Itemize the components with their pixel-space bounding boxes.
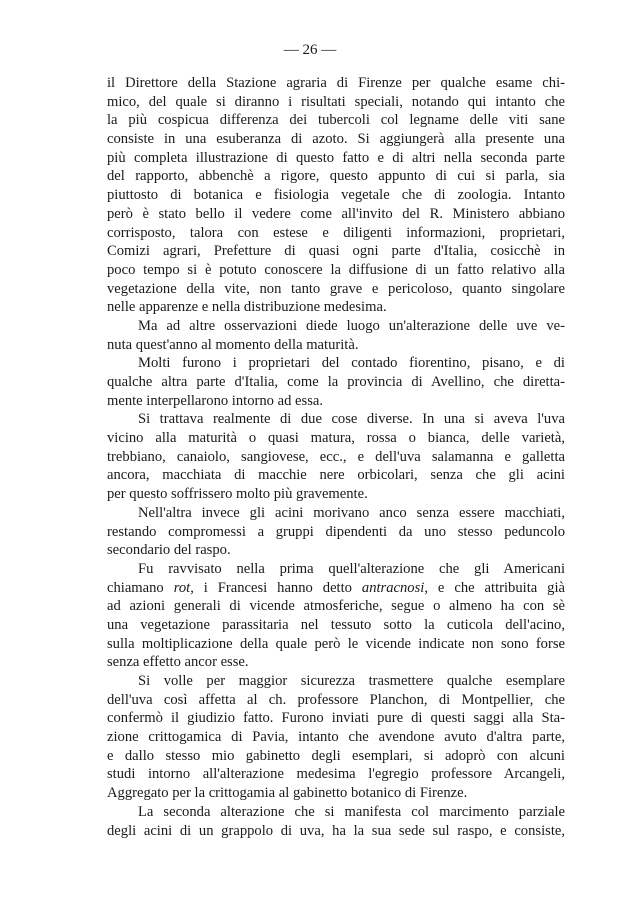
text-line: Si trattava realmente di due cose diverse. In una si aveva l'uva <box>138 411 565 428</box>
text-line: Molti furono i proprietari del contado fiorentino, pisano, e di <box>138 355 565 372</box>
text-line: Aggregato per la crittogamia al gabinetto botanico di Firenze. <box>107 785 468 802</box>
text-line: studi intorno all'alterazione medesima l'egregio professore Arcangeli, <box>107 766 565 783</box>
page-number: — 26 — <box>283 42 337 58</box>
text-line: confermò il giudizio fatto. Furono inviati pure di questi saggi alla Sta- <box>107 710 565 727</box>
paragraph <box>107 504 565 560</box>
text-line: Nell'altra invece gli acini morivano anco senza essere macchiati, <box>138 504 565 521</box>
text-line: poco tempo si è potuto conoscere la diffusione di un fatto relativo alla <box>107 261 565 278</box>
text-line: una vegetazione parassitaria nel tessuto sotto la cuticola dell'acino, <box>107 616 565 633</box>
text-line: degli acini di un grappolo di uva, ha la sua sede sul raspo, e consiste, <box>107 822 565 839</box>
paragraph <box>107 672 565 803</box>
text-line: ancora, macchiata di macchie nere orbicolari, senza che gli acini <box>107 467 565 484</box>
body-text <box>107 74 565 840</box>
text-line: nuta quest'anno al momento della maturità. <box>107 336 359 353</box>
text-line: Si volle per maggior sicurezza trasmettere qualche esemplare <box>138 673 565 689</box>
paragraph <box>107 317 565 354</box>
text-line: nelle apparenze e nella distribuzione medesima. <box>107 299 387 316</box>
text-line: mico, del quale si diranno i risultati speciali, notando qui intanto che <box>107 93 565 110</box>
text-line: dell'uva così affetta al ch. professore Planchon, di Montpellier, che <box>107 691 565 708</box>
text-line: però è stato bello il vedere come all'invito del R. Ministero abbiano <box>107 205 565 222</box>
text-line: Fu ravvisato nella prima quell'alterazione che gli Americani <box>138 560 565 577</box>
paragraph <box>107 74 565 317</box>
text-line: del rapporto, abbenchè a rigore, questo appunto di cui si parla, sia <box>107 168 565 185</box>
text-line: qualche altra parte d'Italia, come la provincia di Avellino, che diretta- <box>107 374 565 390</box>
paragraph <box>107 410 565 503</box>
text-line: per questo soffrissero molto più gravemente. <box>107 486 368 503</box>
text-line: il Direttore della Stazione agraria di Firenze per qualche esame chi- <box>107 75 565 91</box>
text-line: ad azioni generali di vicende atmosferiche, segue o almeno ha con sè <box>107 598 565 615</box>
text-line: La seconda alterazione che si manifesta col marcimento parziale <box>138 803 565 820</box>
text-line <box>107 579 565 598</box>
italic-term: rot <box>173 579 191 596</box>
text-line: piuttosto di botanica e fisiologia vegetale che di zoologia. Intanto <box>107 187 565 204</box>
text-segment: , e che attribuita già <box>424 579 566 596</box>
text-line: trebbiano, canaiolo, sangiovese, ecc., e dell'uva salamanna e galletta <box>107 448 565 465</box>
text-line: zione crittogamica di Pavia, intanto che avendone avuto d'altra parte, <box>107 729 565 746</box>
text-segment: , i Francesi hanno detto <box>190 579 362 596</box>
text-line: vicino alla maturità o quasi matura, rossa o bianca, delle varietà, <box>107 430 565 447</box>
italic-term: antracnosi <box>361 579 425 596</box>
text-line: sulla moltiplicazione della quale però le vicende indicate non sono forse <box>107 635 565 652</box>
text-line: secondario del raspo. <box>107 542 231 559</box>
text-segment: chiamano <box>107 579 174 596</box>
paragraph <box>107 803 565 840</box>
text-line: Ma ad altre osservazioni diede luogo un'alterazione delle uve ve- <box>138 317 565 334</box>
paragraph <box>107 560 565 672</box>
text-line: corrisposto, talora con estese e diligenti informazioni, proprietari, <box>107 224 565 241</box>
text-line: senza effetto ancor esse. <box>107 654 249 671</box>
text-line: più completa illustrazione di questo fatto e di altri nella seconda parte <box>107 149 565 166</box>
text-line: vegetazione della vite, non tanto grave e pericoloso, quanto singolare <box>107 280 565 297</box>
text-line: la più cospicua differenza dei tubercoli col legname delle viti sane <box>107 112 565 129</box>
text-line: e dallo stesso mio gabinetto degli esemplari, si adoprò con alcuni <box>107 747 565 764</box>
text-line: restando compromessi a gruppi dipendenti da uno stesso peduncolo <box>107 523 565 540</box>
text-line: consiste in una esuberanza di azoto. Si aggiungerà alla presente una <box>107 131 565 148</box>
text-line: mente interpellarono intorno ad essa. <box>107 392 323 409</box>
paragraph <box>107 354 565 410</box>
text-line: Comizi agrari, Prefetture di quasi ogni parte d'Italia, cosicchè in <box>107 243 565 260</box>
